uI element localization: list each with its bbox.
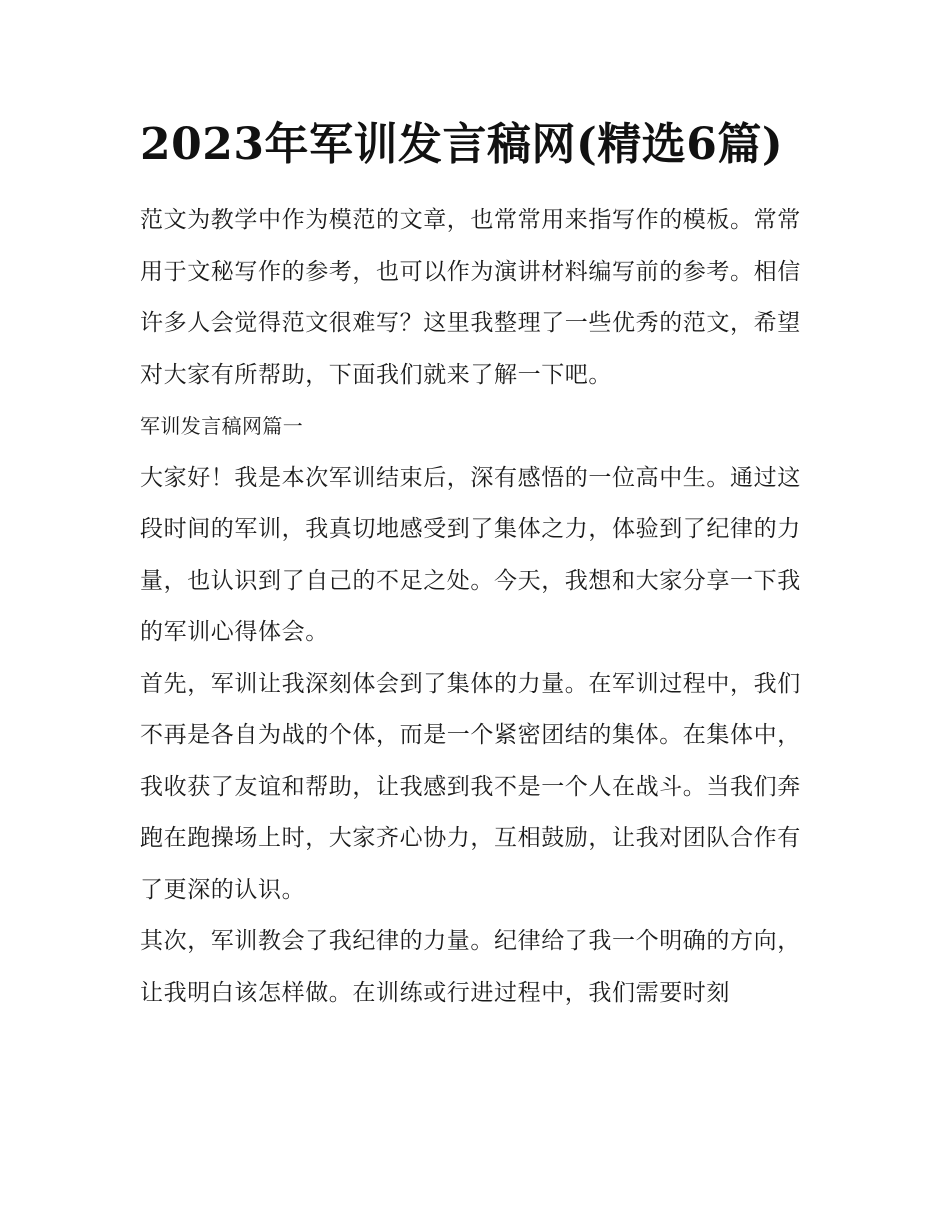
document-body (140, 112, 815, 1019)
body-paragraph: 大家好！我是本次军训结束后，深有感悟的一位高中生。通过这段时间的军训，我真切地感受到了集体之力，体验到了纪律的力量，也认识到了自己的不足之处。今天，我想和大家分享一下我的军训心得体会。 (140, 464, 801, 645)
document-title: 2023年军训发言稿网(精选6篇) (140, 119, 784, 170)
intro-paragraph: 范文为教学中作为模范的文章，也常常用来指写作的模板。常常用于文秘写作的参考，也可以作为演讲材料编写前的参考。相信许多人会觉得范文很难写？这里我整理了一些优秀的范文，希望对大家有所帮助，下面我们就来了解一下吧。 (140, 207, 801, 388)
section-heading: 军训发言稿网篇一 (140, 414, 304, 438)
body-paragraph: 首先，军训让我深刻体会到了集体的力量。在军训过程中，我们不再是各自为战的个体，而是一个紧密团结的集体。在集体中，我收获了友谊和帮助，让我感到我不是一个人在战斗。当我们奔跑在跑操场上时，大家齐心协力，互相鼓励，让我对团队合作有了更深的认识。 (140, 670, 801, 903)
body-paragraph: 其次，军训教会了我纪律的力量。纪律给了我一个明确的方向，让我明白该怎样做。在训练或行进过程中，我们需要时刻 (140, 928, 801, 1006)
